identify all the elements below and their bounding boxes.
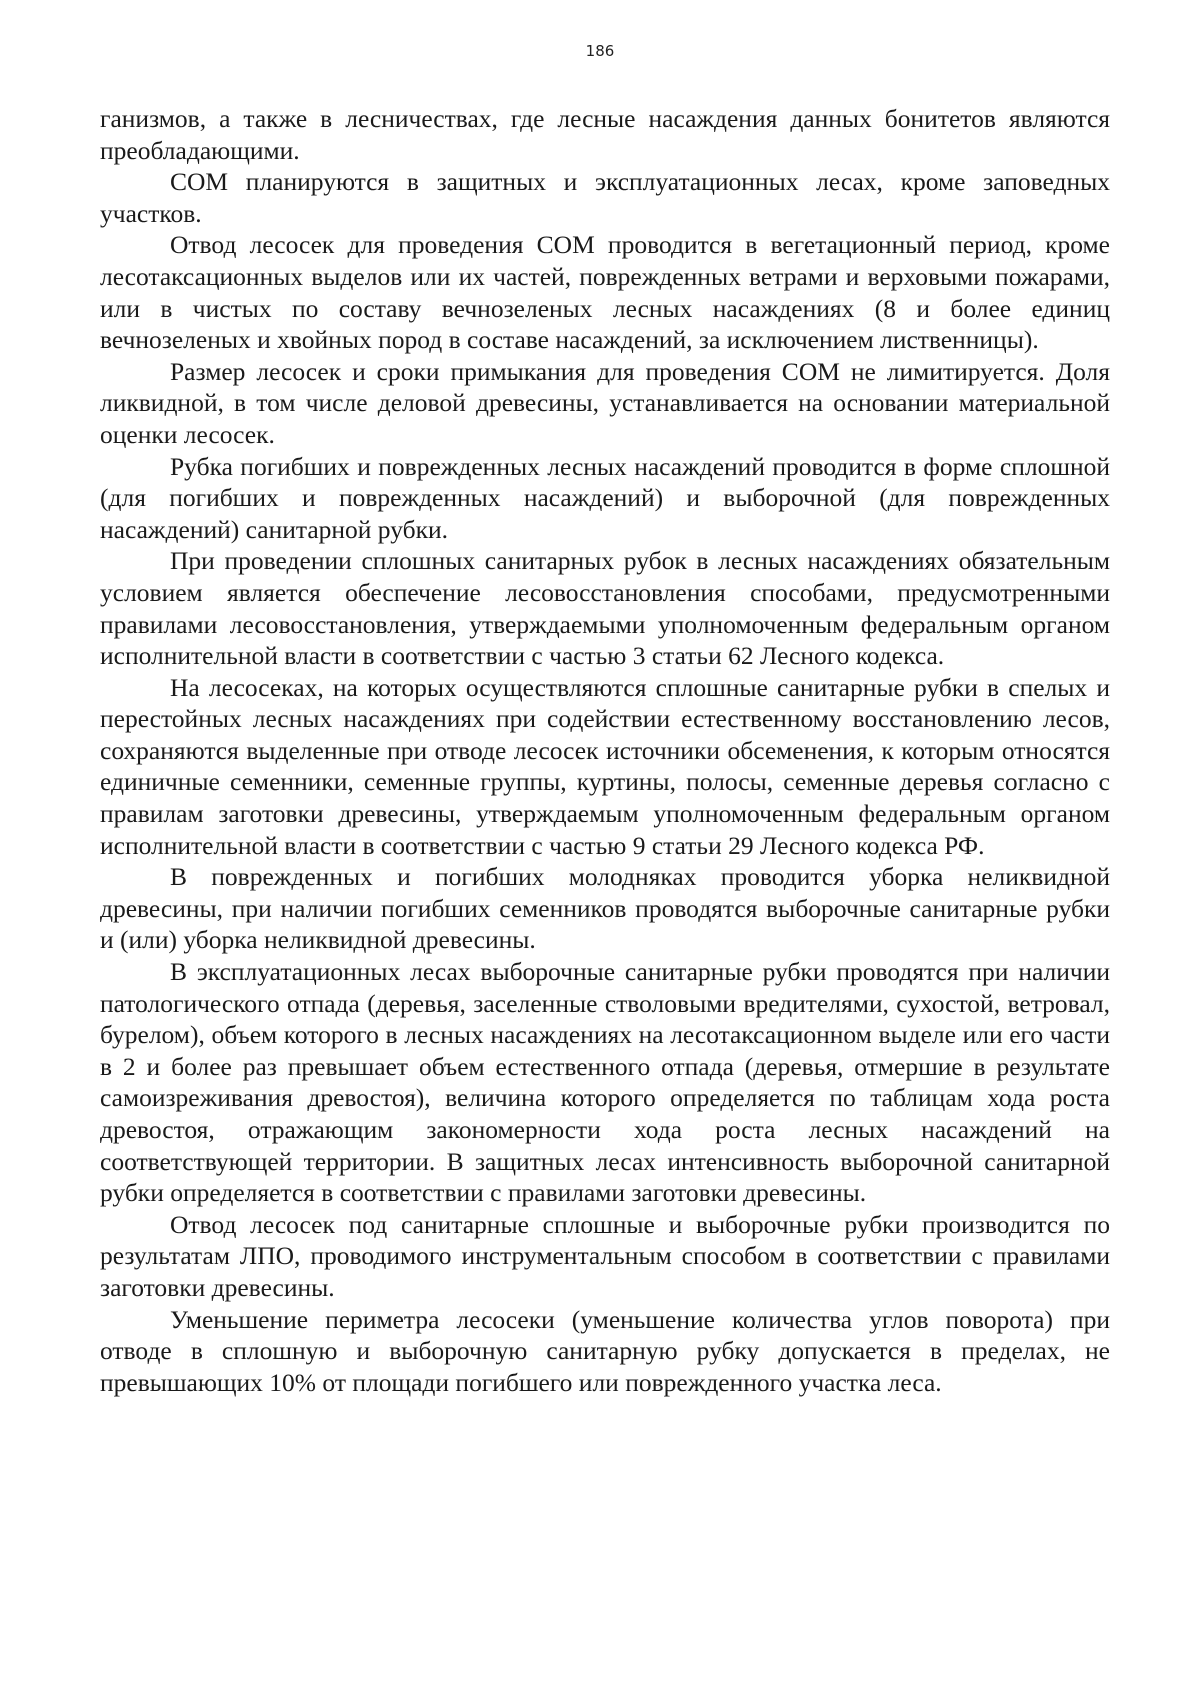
paragraph-young-stands: В поврежденных и погибших молодняках проводится уборка неликвидной древесины, при наличии погибших семенников проводятся выборочные санитарные рубки и (или) уборка неликвидной древесины. [100,862,1110,955]
paragraph-seed-sources: На лесосеках, на которых осуществляются сплошные санитарные рубки в спелых и перестойных лесных насаждениях при содействии естественному восстановлению лесов, сохраняются выделенные при отводе лесосек источники обсеменения, к которым относятся единичные семенники, семенные группы, куртины, полосы, семенные деревья согласно с правилам заготовки древесины, утверждаемым уполномоченным федеральным органом исполнительной власти в соответствии с частью 9 статьи 29 Лесного кодекса РФ. [100,672,1110,860]
paragraph-som-size: Размер лесосек и сроки примыкания для проведения СОМ не лимитируется. Доля ликвидной, в том числе деловой древесины, устанавливается на основании материальной оценки лесосек. [100,356,1110,449]
paragraph-perimeter-reduction: Уменьшение периметра лесосеки (уменьшение количества углов поворота) при отводе в сплошную и выборочную санитарную рубку допускается в пределах, не превышающих 10% от площади погибшего или поврежденного участка леса. [100,1304,1110,1397]
paragraph-som-planning: СОМ планируются в защитных и эксплуатационных лесах, кроме заповедных участков. [100,167,1110,228]
paragraph-som-allotment: Отвод лесосек для проведения СОМ проводится в вегетационный период, кроме лесотаксационных выделов или их частей, поврежденных ветрами и верховыми пожарами, или в чистых по составу вечнозеленых лесных насаждениях (8 и более единиц вечнозеленых и хвойных пород в составе насаждений, за исключением лиственницы). [100,230,1110,355]
paragraph-selective-felling: В эксплуатационных лесах выборочные санитарные рубки проводятся при наличии патологического отпада (деревья, заселенные стволовыми вредителями, сухостой, ветровал, бурелом), объем которого в лесных насаждениях на лесотаксационном выделе или его части в 2 и более раз превышает объем естественного отпада (деревья, отмершие в результате самоизреживания древостоя), величина которого определяется по таблицам хода роста древостоя, отражающим закономерности хода роста лесных насаждений на соответствующей территории. В защитных лесах интенсивность выборочной санитарной рубки определяется в соответствии с правилами заготовки древесины. [100,957,1110,1208]
paragraph-felling-forms: Рубка погибших и поврежденных лесных насаждений проводится в форме сплошной (для погибших и поврежденных насаждений) и выборочной (для поврежденных насаждений) санитарной рубки. [100,451,1110,544]
page-number: 186 [585,42,615,60]
document-body [100,103,1110,1398]
paragraph-clear-felling-conditions: При проведении сплошных санитарных рубок в лесных насаждениях обязательным условием является обеспечение лесовосстановления способами, предусмотренными правилами лесовосстановления, утверждаемыми уполномоченным федеральным органом исполнительной власти в соответствии с частью 3 статьи 62 Лесного кодекса. [100,546,1110,671]
paragraph-continuation: ганизмов, а также в лесничествах, где лесные насаждения данных бонитетов являются преобладающими. [100,104,1110,165]
paragraph-allotment-lpo: Отвод лесосек под санитарные сплошные и выборочные рубки производится по результатам ЛПО, проводимого инструментальным способом в соответствии с правилами заготовки древесины. [100,1209,1110,1302]
